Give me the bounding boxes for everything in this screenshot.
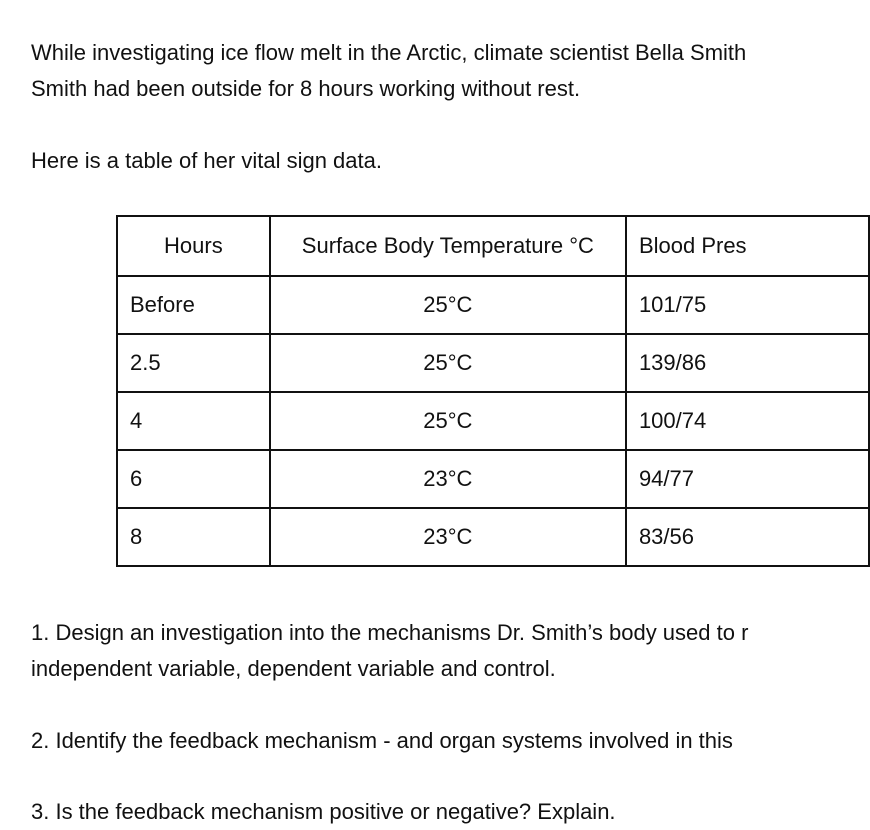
cell-hours: 4: [117, 392, 270, 450]
cell-temperature: 25°C: [270, 392, 626, 450]
intro-paragraph: [31, 35, 746, 107]
cell-hours: 2.5: [117, 334, 270, 392]
cell-blood-pressure: 83/56: [626, 508, 869, 566]
intro-line-1: While investigating ice flow melt in the Arctic, climate scientist Bella Smith: [31, 40, 747, 65]
cell-blood-pressure: 100/74: [626, 392, 869, 450]
cell-temperature: 25°C: [270, 334, 626, 392]
cell-hours: Before: [117, 276, 270, 334]
question-3: 3. Is the feedback mechanism positive or negative? Explain.: [31, 799, 616, 824]
cell-blood-pressure: 94/77: [626, 450, 869, 508]
cell-blood-pressure: 139/86: [626, 334, 869, 392]
header-surface-body-temperature: Surface Body Temperature °C: [270, 216, 626, 276]
cell-temperature: 23°C: [270, 450, 626, 508]
table-row: [117, 450, 869, 508]
cell-temperature: 23°C: [270, 508, 626, 566]
question-1: [31, 615, 748, 687]
cell-hours: 6: [117, 450, 270, 508]
question-2: 2. Identify the feedback mechanism - and organ systems involved in this: [31, 728, 733, 753]
header-blood-pressure: Blood Pres: [626, 216, 869, 276]
table-intro-text: Here is a table of her vital sign data.: [31, 148, 382, 173]
intro-line-2: Smith had been outside for 8 hours working without rest.: [31, 76, 581, 101]
question-1-line-2: independent variable, dependent variable and control.: [31, 656, 556, 681]
table-row: [117, 392, 869, 450]
cell-temperature: 25°C: [270, 276, 626, 334]
question-1-line-1: 1. Design an investigation into the mechanisms Dr. Smith’s body used to r: [31, 620, 749, 645]
vital-signs-table: [116, 215, 870, 567]
cell-blood-pressure: 101/75: [626, 276, 869, 334]
table-row: [117, 334, 869, 392]
table-row: [117, 276, 869, 334]
table-row: [117, 508, 869, 566]
table-header-row: [117, 216, 869, 276]
header-hours: Hours: [117, 216, 270, 276]
cell-hours: 8: [117, 508, 270, 566]
